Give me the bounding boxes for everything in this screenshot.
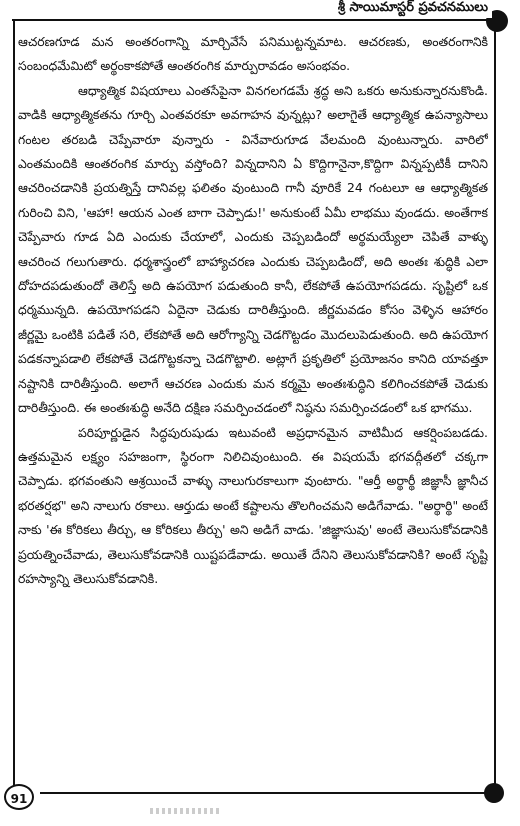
header-rule <box>12 19 492 21</box>
running-header-title: శ్రీ సాయిమాస్టర్ ప్రవచనములు <box>334 0 492 18</box>
page-body <box>18 30 488 788</box>
page-number: 91 <box>4 784 34 810</box>
paragraph-2: ఆధ్యాత్మిక విషయాలు ఎంతసేపైనా వినగలగడమే శ్రద్ధ అని ఒకరు అనుకున్నారనుకొండి. వాడికి ఆధ్యాత్మికతను గూర్చి ఎంతవరకూ అవగాహన వున్నట్లు? అలాగైతే ఆధ్యాత్మిక ఉపన్యాసాలు గంటల తరబడి చెప్పేవారూ వున్నారు - వినేవారుగూడ వేలమంది వుంటున్నారు. వారిలో ఎంతమందికి ఆంతరంగిక మార్పు వస్తోంది? విన్నదానిని ఏ కొద్దిగానైనా,కొద్దిగా విన్నప్పటికీ దానిని ఆచరించడానికి ప్రయత్నిస్తే దానివల్ల ఫలితం వుంటుంది గానీ వూరికే 24 గంటలూ ఆ ఆధ్యాత్మికత గురించి విని, 'ఆహా! ఆయన ఎంత బాగా చెప్పాడు!' అనుకుంటే ఏమీ లాభము వుండదు. అంతేగాక చెప్పేవారు గూడ ఏది ఎందుకు చేయాలో, ఎందుకు చెప్పబడిందో అర్థమయ్యేలా చెపితే వాళ్ళు ఆచరించ గలుగుతారు. ధర్మశాస్త్రంలో బాహ్యాచరణ ఎందుకు చెప్పబడిందో, అది అంతః శుద్ధికి ఎలా దోహదపడుతుందో తెలిస్తే అది ఉపయోగ పడుతుంది కానీ, లేకపోతే ఉపయోగపడదు. సృష్టిలో ఒక ధర్మమున్నది. ఉపయోగపడని ఏదైనా చెడుకు దారితీస్తుంది. జీర్ణమవడం కోసం వెళ్ళిన ఆహారం జీర్ణమై ఒంటికి పడితే సరి, లేకపోతే అది ఆరోగ్యాన్ని చెడగొట్టడం మొదలుపెడుతుంది. అది ఉపయోగ పడకన్నాపడాలి లేకపోతే చెడగొట్టకన్నా చెడగొట్టాలి. అట్లాగే ప్రకృతిలో ప్రయోజనం కానిది యావత్తూ నష్టానికి దారితీస్తుంది. అలాగే ఆచరణ ఎందుకు మన కర్మమై అంతఃశుద్ధిని కలిగించకపోతే చెడుకు దారితీస్తుంది. ఈ అంతఃశుద్ధి అనేది దక్షిణ సమర్పించడంలో నిష్ఠను సమర్పించడంలో ఒక భాగము. <box>18 82 488 416</box>
footer-ornament-dot <box>484 783 504 803</box>
footer-rule <box>40 792 490 794</box>
paragraph-1: ఆచరణగూడ మన అంతరంగాన్ని మార్చివేసే పనిముట్టన్నమాట. ఆచరణకు, అంతరంగానికి సంబంధమేమిటో అర్థంకాకపోతే ఆంతరంగిక మార్పురావడం అసంభవం. <box>18 34 488 74</box>
left-border-rule <box>13 20 15 792</box>
scan-artifact <box>150 808 220 814</box>
right-border-rule <box>494 20 496 792</box>
paragraph-3: పరిపూర్ణుడైన సిద్ధపురుషుడు ఇటువంటి అప్రధానమైన వాటిమీద ఆకర్షింపబడడు. ఉత్తమమైన లక్ష్యం సహజంగా, స్థిరంగా నిలిచివుంటుంది. ఈ విషయమే భగవద్గీతలో చక్కగా చెప్పాడు. భగవంతుని ఆశ్రయించే వాళ్ళు నాలుగురకాలుగా వుంటారు. "ఆర్తీ అర్థార్థీ జిజ్ఞాసీ జ్ఞానీచ భరతర్షభ" అని నాలుగు రకాలు. ఆర్తుడు అంటే కష్టాలను తొలగించమని అడిగేవాడు. "అర్థార్థి" అంటే నాకు 'ఈ కోరికలు తీర్చు, ఆ కోరికలు తీర్చు' అని అడిగే వాడు. 'జిజ్ఞాసువు' అంటే తెలుసుకోవడానికి ప్రయత్నించేవాడు, తెలుసుకోవడానికి యిష్టపడేవాడు. అయితే దేనిని తెలుసుకోవడానికి? అంటే సృష్టి రహస్యాన్ని తెలుసుకోవడానికి. <box>18 424 488 586</box>
